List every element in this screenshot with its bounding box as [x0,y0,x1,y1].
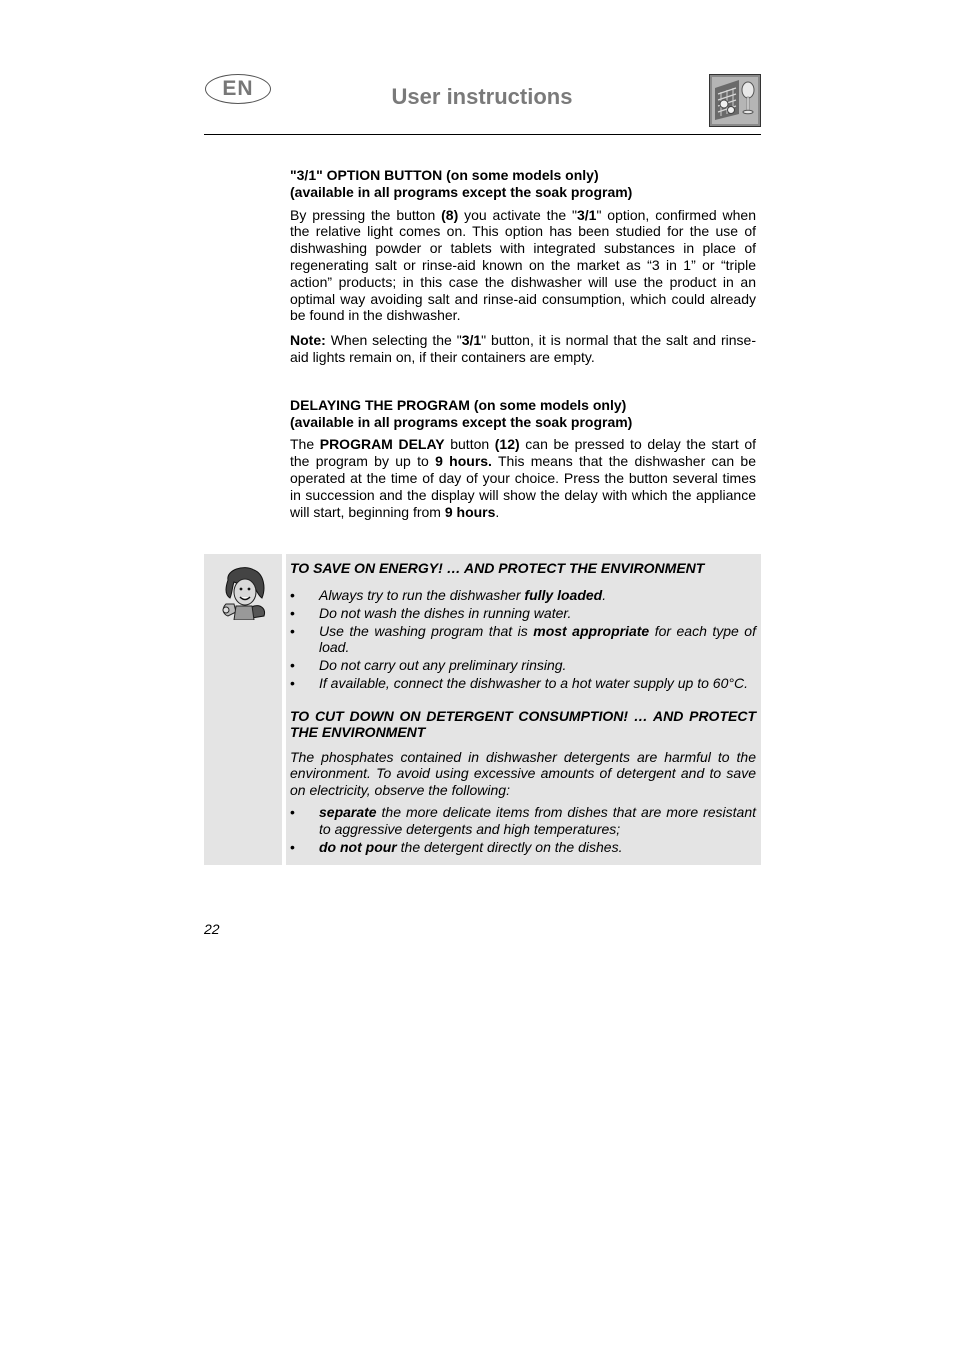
page-title: User instructions [391,84,573,109]
section1-heading-line1: "3/1" OPTION BUTTON (on some models only) [290,167,599,183]
list-item [290,623,756,656]
s2-text-1: The [290,436,320,453]
e3-bold: most appropriate [533,622,650,639]
e1-text-2: . [602,586,607,603]
bullet: • [290,675,295,692]
s2-bold-3: 9 hours. [435,453,492,470]
s2-text-4: This means that the dishwasher can be operated at the time of day of your choice. Press the button several times in succession and the display will show the delay with which the appliance will start, beginning from [290,453,756,520]
bullet: • [290,586,295,603]
s2-bold-4: 9 hours [444,503,496,520]
d2-text: the detergent directly on the dishes. [396,838,623,855]
section1-paragraph [290,207,756,325]
bullet: • [290,804,295,821]
list-item [290,675,756,692]
e3-text-2: for each type of load. [319,622,756,656]
woman-mascot-icon [218,566,270,620]
s2-bold-2: (12) [494,436,520,453]
energy-heading: TO SAVE ON ENERGY! … AND PROTECT THE ENVIRONMENT [290,560,705,576]
e4-text: Do not carry out any preliminary rinsing. [319,657,567,674]
main-content [290,167,756,520]
section2 [290,397,756,521]
language-badge-label: EN [222,77,254,100]
e3-text-1: Use the washing program that is [319,622,534,639]
e2-text: Do not wash the dishes in running water. [319,604,572,621]
e5-text: If available, connect the dishwasher to a hot water supply up to 60°C. [319,675,748,692]
detergent-tips-list [290,804,756,855]
bullet: • [290,838,295,855]
detergent-heading: TO CUT DOWN ON DETERGENT CONSUMPTION! … AND PROTECT THE ENVIRONMENT [290,707,756,741]
header-divider [204,134,761,135]
language-badge [205,74,271,104]
note-label: Note: [290,332,326,349]
list-item [290,804,756,837]
section1-heading [290,167,756,201]
s1-text-2: you activate the " [458,206,577,223]
bullet: • [290,657,295,674]
s1-bold-2: 3/1 [576,206,597,223]
e1-text-1: Always try to run the dishwasher [319,586,525,603]
section2-heading-line1: DELAYING THE PROGRAM (on some models only) [290,396,627,413]
s1-text-3: " option, confirmed when the relative light comes on. This option has been studied for the use of dishwashing powder or tablets with integrated substances in place of regenerating salt or rinse-aid known on the market as “3 in 1” or “triple action” products; in this case the dishwasher will use the product in an optimal way avoiding salt and rinse-aid consumption, which could already be found in the dishwasher. [290,206,756,324]
s2-text-3: can be pressed to delay the start of the program by up to [290,436,756,470]
bullet: • [290,604,295,621]
section1-note [290,332,756,366]
d2-bold: do not pour [319,838,397,855]
dishwasher-rack-icon [709,74,761,127]
s1-text-1: By pressing the button [290,206,442,223]
s2-bold-1: PROGRAM DELAY [319,436,445,453]
page-number: 22 [204,921,220,937]
s2-text-5: . [495,503,500,520]
e1-bold: fully loaded [524,586,603,603]
d1-bold: separate [319,804,377,821]
list-item [290,839,756,856]
s2-text-2: button [444,436,495,453]
list-item [290,587,756,604]
section2-heading-line2: (available in all programs except the soak program) [290,413,633,430]
note-text-1: When selecting the " [325,332,462,349]
s1-bold-1: (8) [441,206,459,223]
tips-sidebar [204,554,282,865]
note-bold-1: 3/1 [461,332,482,349]
energy-tips-list [290,587,756,692]
note-text-2: " button, it is normal that the salt and rinse-aid lights remain on, if their containers are empty. [290,332,756,365]
d1-text: the more delicate items from dishes that are more resistant to aggressive detergents and high temperatures; [319,804,756,837]
section2-heading [290,397,756,431]
section2-paragraph [290,436,756,520]
tips-content [286,554,761,865]
list-item [290,657,756,674]
section1-heading-line2: (available in all programs except the soak program) [290,183,633,200]
detergent-paragraph: The phosphates contained in dishwasher detergents are harmful to the environment. To avoid using excessive amounts of detergent and to save on electricity, observe the following: [290,748,756,798]
environment-tips-box [204,554,761,865]
list-item [290,605,756,622]
bullet: • [290,622,295,639]
